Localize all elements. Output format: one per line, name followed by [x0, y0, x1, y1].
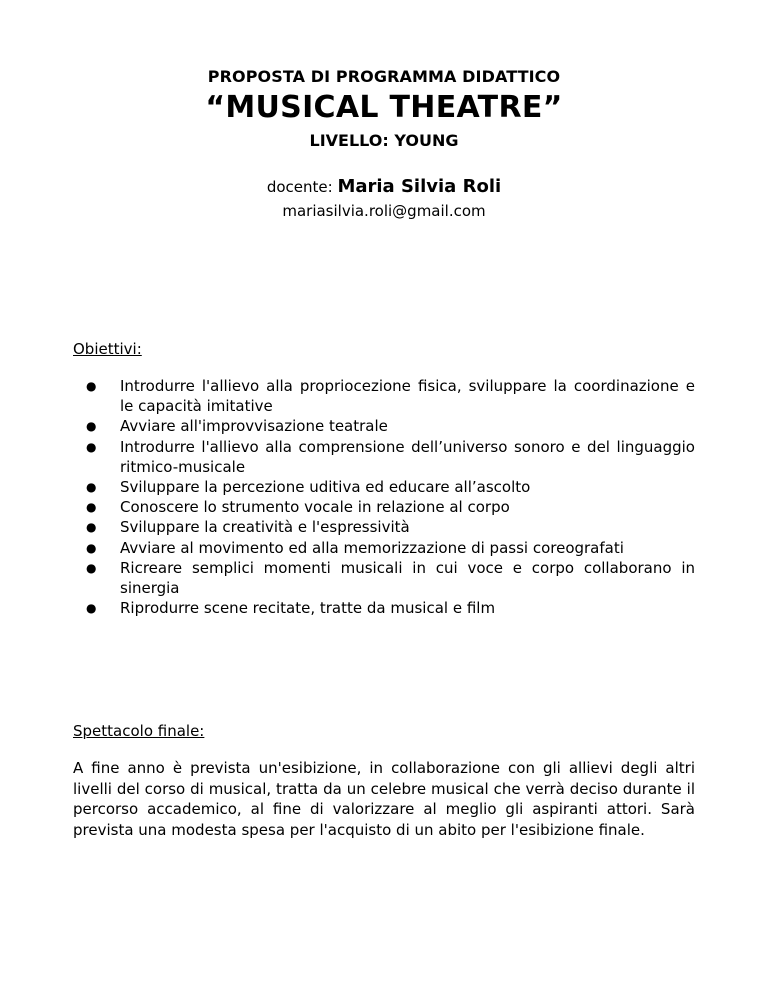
objective-text: Introdurre l'allievo alla comprensione dell’universo sonoro e del linguaggio ritmico-musicale	[120, 437, 695, 476]
teacher-label: docente:	[266, 178, 333, 196]
teacher-line	[0, 174, 768, 200]
bullet-icon: ●	[86, 540, 97, 555]
list-item	[73, 598, 695, 618]
list-item	[73, 477, 695, 497]
objective-text: Ricreare semplici momenti musicali in cui voce e corpo collaborano in sinergia	[120, 558, 695, 598]
teacher-email: mariasilvia.roli@gmail.com	[282, 202, 486, 220]
bullet-icon: ●	[86, 480, 97, 495]
objective-text: Riprodurre scene recitate, tratte da musical e film	[120, 599, 496, 618]
teacher-block	[0, 174, 768, 222]
objective-text: Introdurre l'allievo alla propriocezione fisica, sviluppare la coordinazione e le capacità imitative	[120, 377, 695, 416]
bullet-icon: ●	[86, 379, 97, 393]
course-level: LIVELLO: YOUNG	[309, 131, 459, 150]
objective-text: Conoscere lo strumento vocale in relazione al corpo	[120, 498, 510, 517]
objective-text: Sviluppare la percezione uditiva ed educare all’ascolto	[120, 478, 531, 497]
list-item	[73, 497, 695, 517]
document-header	[0, 66, 768, 152]
bullet-icon: ●	[86, 419, 97, 434]
list-item	[73, 437, 695, 477]
objectives-heading: Obiettivi:	[73, 340, 142, 358]
proposal-heading: PROPOSTA DI PROGRAMMA DIDATTICO	[207, 67, 561, 86]
bullet-icon: ●	[86, 520, 97, 535]
bullet-icon: ●	[86, 500, 97, 515]
teacher-name: Maria Silvia Roli	[337, 176, 502, 197]
finale-heading: Spettacolo finale:	[73, 722, 205, 740]
list-item	[73, 538, 695, 558]
bullet-icon: ●	[86, 560, 97, 575]
list-item	[73, 558, 695, 598]
objectives-list	[73, 376, 695, 618]
bullet-icon: ●	[86, 439, 97, 454]
objective-text: Avviare al movimento ed alla memorizzazione di passi coreografati	[120, 538, 624, 557]
list-item	[73, 517, 695, 537]
list-item	[73, 376, 695, 416]
course-title: “MUSICAL THEATRE”	[205, 90, 563, 125]
objective-text: Sviluppare la creatività e l'espressività	[120, 518, 410, 537]
objective-text: Avviare all'improvvisazione teatrale	[120, 417, 388, 436]
bullet-icon: ●	[86, 601, 97, 616]
list-item	[73, 416, 695, 436]
finale-paragraph: A fine anno è prevista un'esibizione, in collaborazione con gli allievi degli altri livelli del corso di musical, tratta da un celebre musical che verrà deciso durante il percorso accademico, al fine di valorizzare al meglio gli aspiranti attori. Sarà prevista una modesta spesa per l'acquisto di un abito per l'esibizione finale.	[73, 759, 695, 839]
